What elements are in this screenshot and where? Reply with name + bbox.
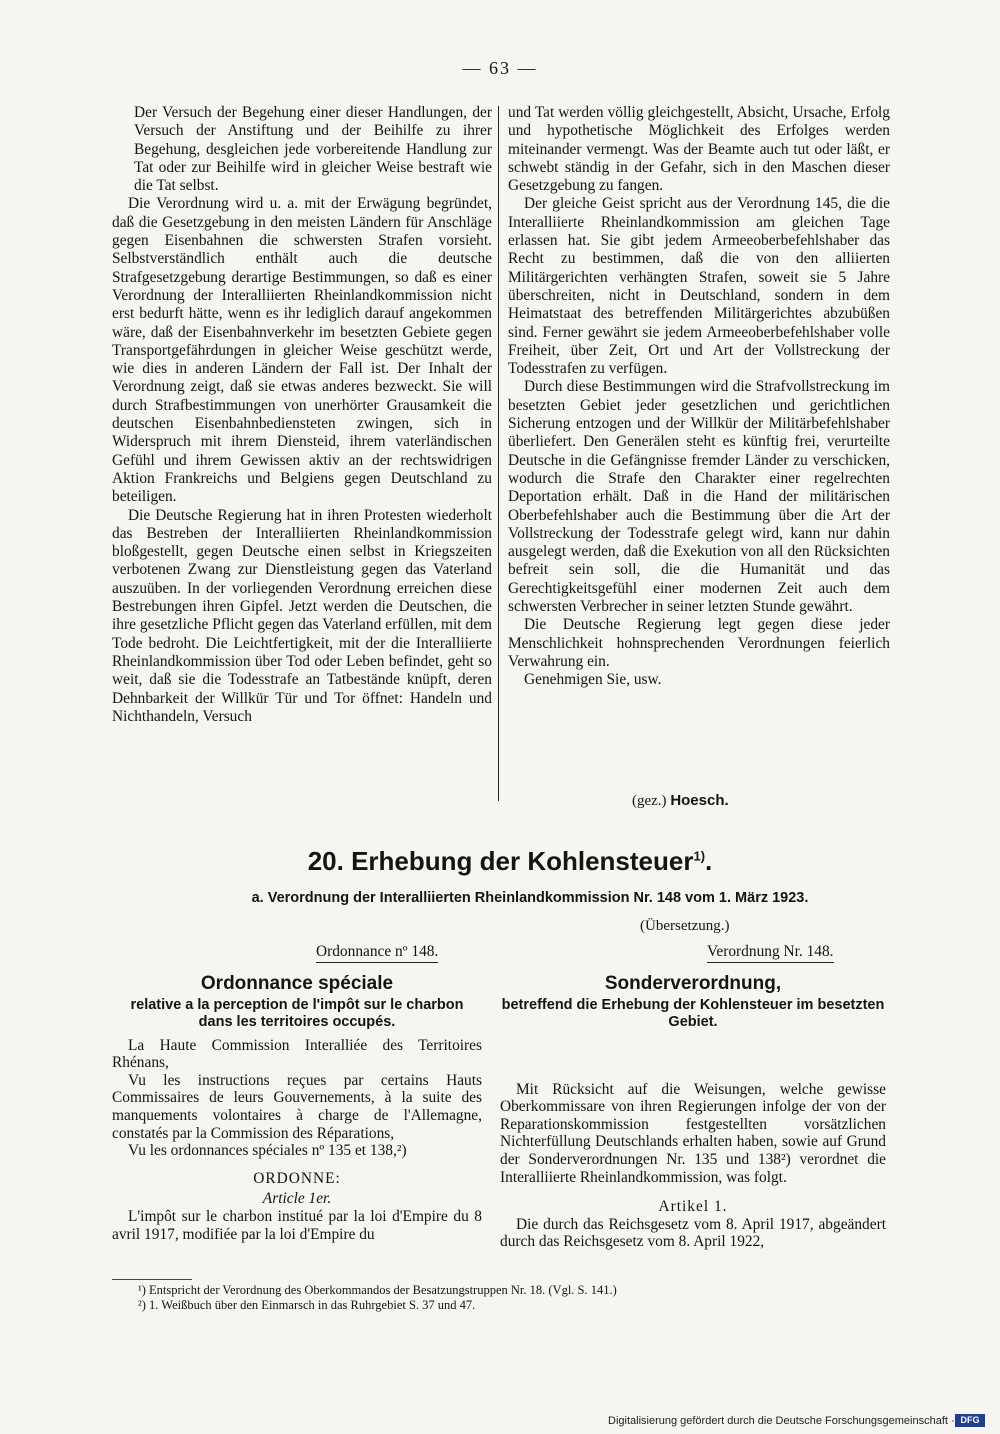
french-article-heading: Article 1er.	[262, 1190, 332, 1208]
footnote: ²) 1. Weißbuch über den Einmarsch in das Ruhrgebiet S. 37 und 47.	[138, 1298, 476, 1312]
german-column	[500, 975, 886, 1251]
french-column	[112, 975, 482, 1243]
paragraph: La Haute Commission Interalliée des Territoires Rhénans,	[112, 1036, 482, 1072]
section-heading-text: 20. Erhebung der Kohlensteuer	[307, 846, 694, 876]
paragraph: Der Versuch der Begehung einer dieser Handlungen, der Versuch der Anstiftung und der Beihilfe zu ihrer Begehung, desgleichen jede vorbereitende Handlung zur Tat oder zur Beihilfe wird in gleicher Weise bestraft wie die Tat selbst.	[134, 104, 492, 195]
signature	[632, 792, 729, 810]
footnote: ¹) Entspricht der Verordnung des Oberkommandos der Besatzungstruppen Nr. 18. (Vgl. S. 141.)	[138, 1283, 617, 1297]
paragraph: Die Deutsche Regierung legt gegen diese jeder Menschlichkeit hohnsprechenden Verordnungen feierlich Verwahrung ein.	[508, 616, 890, 670]
french-ordinance-label: Ordonnance nº 148.	[316, 943, 438, 963]
page-number: — 63 —	[462, 58, 538, 78]
german-title: Sonderverordnung,	[604, 973, 782, 994]
dfg-logo: DFG	[955, 1414, 985, 1427]
section-subheading: a. Verordnung der Interalliierten Rheinlandkommission Nr. 148 vom 1. März 1923.	[251, 890, 809, 906]
french-title: Ordonnance spéciale	[200, 973, 394, 994]
translation-note: (Übersetzung.)	[640, 918, 730, 934]
closing-line: Genehmigen Sie, usw.	[524, 671, 662, 689]
paragraph: und Tat werden völlig gleichgestellt, Absicht, Ursache, Erfolg und hypothetische Möglichkeit des Erfolges werden miteinander vermengt. Was der Beamte auch tut oder läßt, er schwebt ständig in der Gefahr, sich in den Maschen dieser Gesetzgebung zu fangen.	[508, 104, 890, 195]
footnotes	[130, 1283, 830, 1313]
german-subtitle: betreffend die Erhebung der Kohlensteuer im besetzten Gebiet.	[501, 996, 885, 1030]
paragraph: Mit Rücksicht auf die Weisungen, welche gewisse Oberkommissare von ihren Regierungen infolge der von der Reparationskommission festgestellten vorsätzlichen Nichterfüllung Deutschlands erhalten haben, sowie auf Grund der Sonderverordnungen Nr. 135 und 138²) verordnet die Interalliierte Rheinlandkommission, was folgt.	[500, 1080, 886, 1186]
signature-prefix: (gez.)	[632, 793, 667, 809]
signature-name: Hoesch.	[670, 792, 729, 809]
paragraph: L'impôt sur le charbon institué par la loi d'Empire du 8 avril 1917, modifiée par la loi d'Empire du	[112, 1207, 482, 1243]
paragraph: Der gleiche Geist spricht aus der Verordnung 145, die die Interalliierte Rheinlandkommission am gleichen Tage erlassen hat. Sie gibt jedem Armeeoberbefehlshaber das Recht zu bestimmen, daß die von den alliierten Militärgerichten verhängten Strafen, soweit sie 5 Jahre überschreiten, nicht in Deutschland, sondern in dem Heimatstaat des betreffenden Militärgerichtes abzubüßen sind. Ferner gewährt sie jedem Armeeoberbefehlshaber volle Freiheit, über Zeit, Ort und Art der Vollstreckung der Todesstrafen zu verfügen.	[508, 195, 890, 378]
paragraph: Vu les ordonnances spéciales nº 135 et 138,²)	[128, 1142, 407, 1160]
paragraph: Die Deutsche Regierung hat in ihren Protesten wiederholt das Bestreben der Interalliierten Rheinlandkommission bloßgestellt, gegen Deutsche einen selbst in Kriegszeiten verbotenen Zwang zur Dienstleistung gegen das Vaterland auszuüben. In der vorliegenden Verordnung erreichen diese Bestrebungen ihren Gipfel. Jetzt werden die Deutschen, die ihre gesetzliche Pflicht gegen das Vaterland erfüllen, mit dem Tode bedroht. Die Leichtfertigkeit, mit der die Interalliierte Rheinlandkommission über Tod oder Leben befindet, geht so weit, daß sie die Todesstrafe an Tatbestände knüpft, deren Dehnbarkeit der Willkür Tür und Tor öffnet: Handeln und Nichthandeln, Versuch	[112, 506, 492, 725]
paragraph: Vu les instructions reçues par certains Hauts Commissaires de leurs Gouvernements, à la suite des manquements volontaires à charge de l'Allemagne, constatés par la Commission des Réparations,	[112, 1071, 482, 1142]
paragraph: Die Verordnung wird u. a. mit der Erwägung begründet, daß die Gesetzgebung in den meisten Ländern für Anschläge gegen Eisenbahnen die schwersten Strafen vorsieht. Selbstverständlich enthält auch die deutsche Strafgesetzgebung derartige Bestimmungen, so daß es einer Verordnung der Interalliierten Rheinlandkommission nicht erst bedurft hätte, wenn es ihr lediglich darauf angekommen wäre, daß der Eisenbahnverkehr im besetzten Gebiete gegen Transportgefährdungen in gleicher Weise geschützt werde, wie dies in anderen Ländern der Fall ist. Der Inhalt der Verordnung zeigt, daß sie etwas anderes bezweckt. Sie will durch Strafbestimmungen von unerhörter Grausamkeit die deutschen Eisenbahnbediensteten zwingen, sich in Widerspruch mit ihrem Diensteid, ihrem vaterländischen Gefühl und ihrem Gewissen aktiv an der rechtswidrigen Aktion Frankreichs und Belgiens gegen Deutschland zu beteiligen.	[112, 195, 492, 506]
footnote-ref: 1)	[693, 848, 706, 864]
column-divider	[498, 106, 499, 801]
section-heading: 20. Erhebung der Kohlensteuer$^{1)}$.	[307, 846, 713, 876]
footnote-rule	[112, 1279, 192, 1280]
french-subtitle: relative a la perception de l'impôt sur le charbon dans les territoires occupés.	[130, 996, 464, 1030]
german-ordinance-label: Verordnung Nr. 148.	[707, 943, 834, 963]
ordonne-heading: ORDONNE:	[253, 1169, 341, 1187]
right-column-letter	[508, 104, 890, 690]
digitization-credit: Digitalisierung gefördert durch die Deutsche Forschungsgemeinschaft ·	[608, 1415, 955, 1427]
paragraph: Durch diese Bestimmungen wird die Strafvollstreckung im besetzten Gebiet jeder gesetzlichen und gerichtlichen Sicherung entzogen und der Willkür der Militärbefehlshaber überliefert. Den Generälen steht es künftig frei, verurteilte Deutsche in die Gefängnisse fremder Länder zu verschicken, wodurch die Strafe den Charakter einer regelrechten Deportation erhält. Daß in die Hand der militärischen Oberbefehlshaber auch die Bestimmung über die Art der Vollstreckung der Todesstrafe gelegt wird, kann nur dahin ausgelegt werden, daß die Exekution von all den Rücksichten befreit sein soll, die die Humanität und das Gerechtigkeitsgefühl einer modernen Zeit auch dem schwersten Verbrecher in seiner letzten Stunde gewährt.	[508, 378, 890, 616]
paragraph: Die durch das Reichsgesetz vom 8. April 1917, abgeändert durch das Reichsgesetz vom 8. April 1922,	[500, 1215, 886, 1251]
left-column-letter	[112, 104, 492, 726]
german-article-heading: Artikel 1.	[658, 1198, 728, 1216]
